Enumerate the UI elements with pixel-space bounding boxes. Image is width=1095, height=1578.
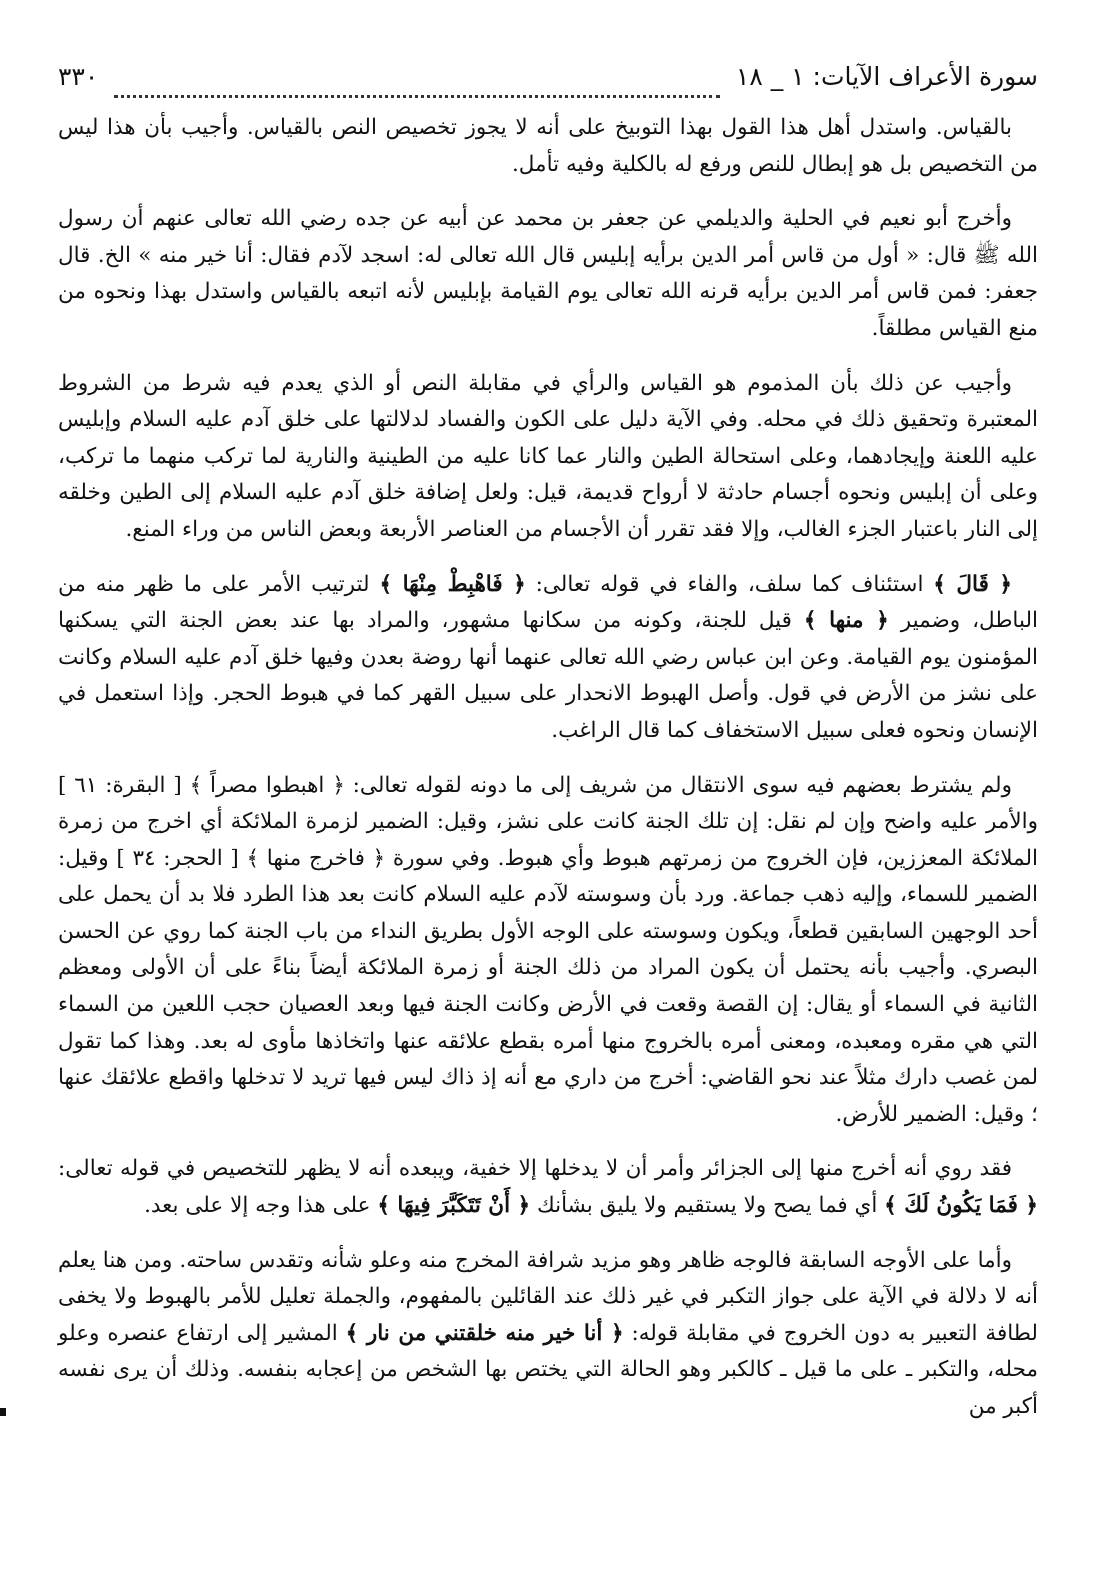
paragraph-text: وأما على الأوجه السابقة فالوجه ظاهر وهو مزيد شرافة المخرج منه وعلو شأنه وتقدس ساحته. ومن هنا يعلم أنه لا دلالة في الآية على جواز التكبر في غير ذلك عند القائلين بالمفهوم، والجملة تعليل للأمر بالهبوط ولا يخفى لطافة التعبير به دون الخروج في مقابلة قوله: xyxy=(58,1247,1038,1346)
dotted-leader xyxy=(114,75,720,98)
paragraph-text: أي فما يصح ولا يستقيم ولا يليق بشأنك xyxy=(530,1193,885,1219)
paragraph xyxy=(58,366,1038,549)
page-body xyxy=(58,110,1038,1426)
paragraph-text: بالقياس. واستدل أهل هذا القول بهذا التوبيخ على أنه لا يجوز تخصيص النص بالقياس. وأجيب بأن هذا ليس من التخصيص بل هو إبطال للنص ورفع له بالكلية وفيه تأمل. xyxy=(58,115,1038,177)
quran-quote: ﴿ أَنْ تَتَكَبَّرَ فِيهَا ﴾ xyxy=(377,1193,531,1219)
paragraph-text: قيل للجنة، وكونه من سكانها مشهور، والمراد بها عند بعض الجنة التي يسكنها المؤمنون يوم القيامة. وعن ابن عباس رضي الله تعالى عنهما أنها روضة بعدن وفيها خلق آدم عليه السلام وكانت على نشز من الأرض في قول. وأصل الهبوط الانحدار على سبيل القهر كما في هبوط الحجر. وإذا استعمل في الإنسان ونحوه فعلى سبيل الاستخفاف كما قال الراغب. xyxy=(58,608,1038,743)
paragraph xyxy=(58,201,1038,347)
running-title: سورة الأعراف الآيات: ١ _ ١٨ xyxy=(735,62,1038,91)
paragraph-text: المشير إلى ارتفاع عنصره وعلو محله، والتكبر ـ على ما قيل ـ كالكبر وهو الحالة التي يختص بها الشخص من إعجابه بنفسه. وذلك أن يرى نفسه أكبر من xyxy=(58,1320,1038,1419)
page-number: ٣٣٠ xyxy=(58,62,99,91)
quran-quote: ﴿ فَاهْبِطْ مِنْهَا ﴾ xyxy=(379,571,526,597)
paragraph-text: ولم يشترط بعضهم فيه سوى الانتقال من شريف إلى ما دونه لقوله تعالى: ﴿ اهبطوا مصراً ﴾ [ البقرة: ٦١ ] والأمر عليه واضح وإن لم نقل: إن تلك الجنة كانت على نشز، وقيل: الضمير لزمرة الملائكة أي اخرج من زمرة الملائكة المعززين، فإن الخروج من زمرتهم هبوط وأي هبوط. وفي سورة ﴿ فاخرج منها ﴾ [ الحجر: ٣٤ ] وقيل: الضمير للسماء، وإليه ذهب جماعة. ورد بأن وسوسته لآدم عليه السلام كانت بعد هذا الطرد فلا بد أن يحمل على أحد الوجهين السابقين قطعاً، ويكون وسوسته على الوجه الأول بطريق النداء من باب الجنة كما روي عن الحسن البصري. وأجيب بأنه يحتمل أن يكون المراد من ذلك الجنة أو زمرة الملائكة أيضاً بناءً على أن الأولى ومعظم الثانية في السماء أو يقال: إن القصة وقعت في الأرض وكانت الجنة فيها وبعد العصيان حجب اللعين من السماء التي هي مقره ومعبده، ومعنى أمره بالخروج منها أمره بقطع علائقه عنها واتخاذها مأوى له بعد. وهذا كما تقول لمن غصب دارك مثلاً عند نحو القاضي: أخرج من داري مع أنه إذ ذاك ليس فيها تريد لا تدخلها واقطع علائقك عنها ؛ وقيل: الضمير للأرض. xyxy=(58,772,1038,1127)
quran-quote: ﴿ قَالَ ﴾ xyxy=(933,571,1012,597)
scan-edge-mark xyxy=(0,1408,6,1416)
paragraph-text: على هذا وجه إلا على بعد. xyxy=(144,1193,378,1219)
paragraph-text: فقد روي أنه أخرج منها إلى الجزائر وأمر أن لا يدخلها إلا خفية، ويبعده أنه لا يظهر للتخصيص في قوله تعالى: xyxy=(58,1156,1012,1182)
paragraph-text: وأجيب عن ذلك بأن المذموم هو القياس والرأي في مقابلة النص أو الذي يعدم فيه شرط من الشروط المعتبرة وتحقيق ذلك في محله. وفي الآية دليل على الكون والفساد لدلالتها على خلق آدم عليه السلام وإبليس عليه اللعنة وإيجادهما، وعلى استحالة الطين والنار عما كانا عليه من الطينية والنارية لما تركب منهما ما تركب، وعلى أن إبليس ونحوه أجسام حادثة لا أرواح قديمة، قيل: ولعل إضافة خلق آدم عليه السلام إلى الطين وخلقه إلى النار باعتبار الجزء الغالب، وإلا فقد تقرر أن الأجسام من العناصر الأربعة وبعض الناس من وراء المنع. xyxy=(58,370,1038,542)
paragraph xyxy=(58,110,1038,183)
quran-quote: ﴿ منها ﴾ xyxy=(803,608,889,634)
quran-quote: ﴿ فَمَا يَكُونُ لَكَ ﴾ xyxy=(884,1193,1038,1219)
paragraph-text: استئناف كما سلف، والفاء في قوله تعالى: xyxy=(525,571,934,597)
quran-quote: ﴿ أنا خير منه خلقتني من نار ﴾ xyxy=(345,1320,624,1346)
paragraph-text: لترتيب الأمر على ما ظهر منه من الباطل، وضمير xyxy=(58,571,1038,634)
paragraph xyxy=(58,768,1038,1134)
paragraph-text: وأخرج أبو نعيم في الحلية والديلمي عن جعفر بن محمد عن أبيه عن جده رضي الله تعالى عنهم أن رسول الله ﷺ قال: « أول من قاس أمر الدين برأيه إبليس قال الله تعالى له: اسجد لآدم فقال: أنا خير منه » الخ. قال جعفر: فمن قاس أمر الدين برأيه قرنه الله تعالى يوم القيامة بإبليس لأنه اتبعه بالقياس واستدل بهذا ونحوه من منع القياس مطلقاً. xyxy=(58,206,1038,341)
paragraph xyxy=(58,1243,1038,1426)
paragraph xyxy=(58,1151,1038,1224)
page-header xyxy=(58,62,1038,110)
paragraph xyxy=(58,567,1038,750)
book-page xyxy=(58,62,1038,1552)
